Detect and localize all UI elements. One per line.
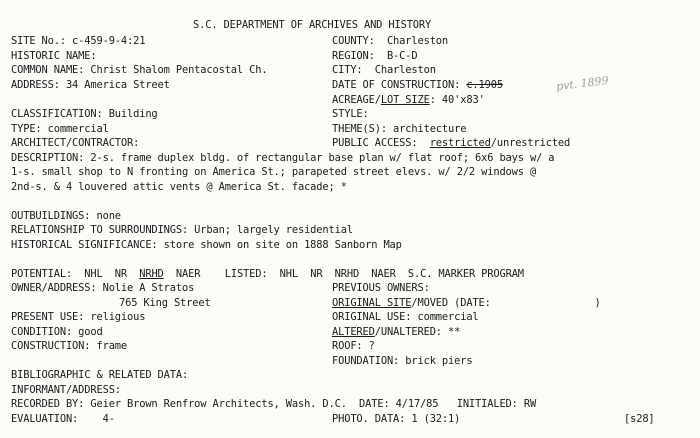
type: TYPE: commercial — [11, 123, 109, 135]
city: CITY: Charleston — [332, 64, 436, 76]
original-use: ORIGINAL USE: commercial — [332, 311, 479, 323]
altered-unaltered — [332, 326, 460, 339]
foundation: FOUNDATION: brick piers — [332, 355, 473, 367]
listed-options: NAER LISTED: NHL NR NRHD NAER S.C. MARKER PROGRAM — [163, 268, 524, 280]
acreage-lot-size — [332, 94, 485, 107]
card-code: [s28] — [624, 413, 655, 425]
lot-size-label: LOT SIZE — [380, 94, 430, 106]
acreage-value: : 40'x83' — [429, 94, 485, 106]
recorded-by: RECORDED BY: Geier Brown Renfrow Architects, Wash. D.C. DATE: 4/17/85 INITIALED: RW — [11, 398, 537, 410]
bibliographic-data: BIBLIOGRAPHIC & RELATED DATA: — [11, 369, 189, 381]
acreage-label: ACREAGE/ — [332, 94, 381, 106]
construction: CONSTRUCTION: frame — [11, 340, 128, 352]
card-header: S.C. DEPARTMENT OF ARCHIVES AND HISTORY — [193, 19, 432, 31]
unaltered-text: /UNALTERED: ** — [374, 326, 461, 338]
address: ADDRESS: 34 America Street — [11, 79, 170, 91]
photo-data: PHOTO. DATA: 1 (32:1) — [332, 413, 461, 425]
evaluation: EVALUATION: 4- — [11, 413, 115, 425]
date-struck-value: c.1905 — [466, 79, 503, 91]
potential-label: POTENTIAL: NHL NR — [11, 268, 140, 280]
informant-address: INFORMANT/ADDRESS: — [11, 384, 121, 396]
description-line: 1-s. small shop to N fronting on America St.; parapeted street elevs. w/ 2/2 windows @ — [11, 166, 537, 178]
condition: CONDITION: good — [11, 326, 103, 338]
public-access — [332, 137, 570, 150]
historical-significance: HISTORICAL SIGNIFICANCE: store shown on site on 1888 Sanborn Map — [11, 239, 402, 251]
site-number: SITE No.: c-459-9-4:21 — [11, 35, 146, 47]
roof: ROOF: ? — [332, 340, 375, 352]
present-use: PRESENT USE: religious — [11, 311, 146, 323]
public-access-label: PUBLIC ACCESS: — [332, 137, 430, 149]
previous-owners: PREVIOUS OWNERS: — [332, 282, 430, 294]
style: STYLE: — [332, 108, 369, 120]
county: COUNTY: Charleston — [332, 35, 449, 47]
altered-label: ALTERED — [332, 326, 375, 338]
original-site-label: ORIGINAL SITE — [332, 297, 412, 309]
themes: THEME(S): architecture — [332, 123, 467, 135]
date-label: DATE OF CONSTRUCTION: — [332, 79, 467, 91]
moved-date: /MOVED (DATE: ) — [411, 297, 601, 309]
owner-street: 765 King Street — [119, 297, 211, 309]
date-of-construction — [332, 79, 503, 92]
region: REGION: B-C-D — [332, 50, 418, 62]
owner-address: OWNER/ADDRESS: Nolie A Stratos — [11, 282, 195, 294]
description-line: 2nd-s. & 4 louvered attic vents @ America St. facade; * — [11, 181, 347, 193]
classification: CLASSIFICATION: Building — [11, 108, 158, 120]
architect-contractor: ARCHITECT/CONTRACTOR: — [11, 137, 140, 149]
description-line: DESCRIPTION: 2-s. frame duplex bldg. of rectangular base plan w/ flat roof; 6x6 bays w/ a — [11, 152, 555, 164]
original-site-moved — [332, 297, 601, 310]
relationship-to-surroundings: RELATIONSHIP TO SURROUNDINGS: Urban; largely residential — [11, 224, 353, 236]
outbuildings: OUTBUILDINGS: none — [11, 210, 121, 222]
common-name: COMMON NAME: Christ Shalom Pentacostal Ch. — [11, 64, 268, 76]
historic-name: HISTORIC NAME: — [11, 50, 97, 62]
handwritten-date-note: pvt. 1899 — [555, 73, 610, 94]
potential-listed-row — [11, 268, 524, 281]
public-access-rest: /unrestricted — [490, 137, 571, 149]
potential-nrhd: NRHD — [139, 268, 164, 280]
public-access-selected: restricted — [429, 137, 491, 149]
